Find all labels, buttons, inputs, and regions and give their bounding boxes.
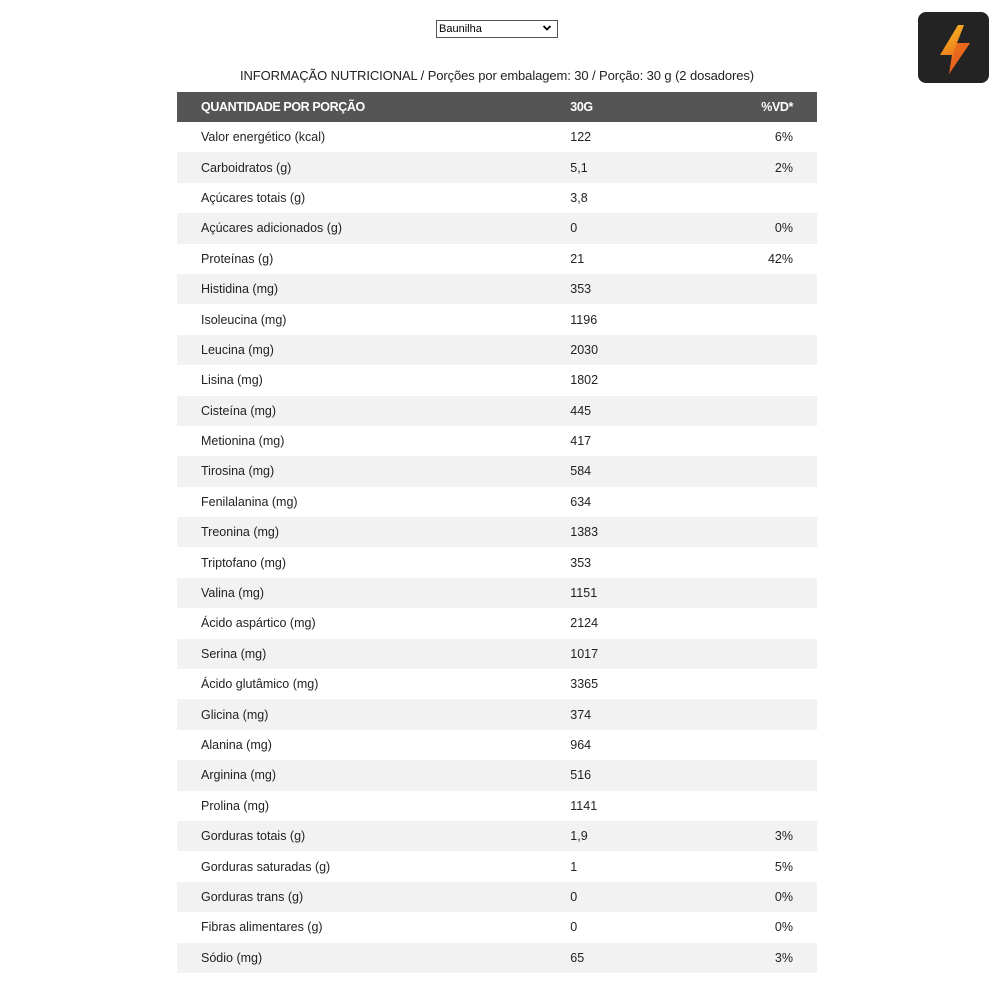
table-row xyxy=(177,608,817,638)
nutrient-vd xyxy=(761,396,817,426)
nutrient-vd xyxy=(761,760,817,790)
flavor-select-value: Baunilha xyxy=(439,23,482,35)
nutrient-amount: 2124 xyxy=(546,608,761,638)
nutrient-vd xyxy=(761,730,817,760)
table-row xyxy=(177,244,817,274)
nutrient-name: Gorduras trans (g) xyxy=(177,882,546,912)
nutrient-vd xyxy=(761,487,817,517)
nutrient-vd xyxy=(761,456,817,486)
table-row xyxy=(177,365,817,395)
nutrient-name: Gorduras saturadas (g) xyxy=(177,851,546,881)
nutrient-vd: 42% xyxy=(761,244,817,274)
nutrient-name: Prolina (mg) xyxy=(177,791,546,821)
nutrient-amount: 3365 xyxy=(546,669,761,699)
nutrient-name: Sódio (mg) xyxy=(177,943,546,973)
nutrient-amount: 0 xyxy=(546,912,761,942)
nutrient-name: Valor energético (kcal) xyxy=(177,122,546,152)
table-row xyxy=(177,851,817,881)
nutrient-vd xyxy=(761,365,817,395)
nutrient-name: Açúcares totais (g) xyxy=(177,183,546,213)
lightning-icon xyxy=(918,12,989,83)
nutrient-amount: 1 xyxy=(546,851,761,881)
table-row xyxy=(177,274,817,304)
nutrient-name: Proteínas (g) xyxy=(177,244,546,274)
table-row xyxy=(177,335,817,365)
nutrient-name: Metionina (mg) xyxy=(177,426,546,456)
table-row xyxy=(177,547,817,577)
nutrient-amount: 1151 xyxy=(546,578,761,608)
table-row xyxy=(177,912,817,942)
nutrient-name: Ácido aspártico (mg) xyxy=(177,608,546,638)
nutrient-amount: 634 xyxy=(546,487,761,517)
flavor-select[interactable] xyxy=(436,20,558,38)
nutrient-amount: 0 xyxy=(546,213,761,243)
table-row xyxy=(177,304,817,334)
table-row xyxy=(177,213,817,243)
nutrient-name: Fibras alimentares (g) xyxy=(177,912,546,942)
nutrient-name: Lisina (mg) xyxy=(177,365,546,395)
nutrient-amount: 1196 xyxy=(546,304,761,334)
nutrient-vd xyxy=(761,608,817,638)
nutrient-amount: 445 xyxy=(546,396,761,426)
nutrient-amount: 1802 xyxy=(546,365,761,395)
nutrient-name: Valina (mg) xyxy=(177,578,546,608)
nutrient-amount: 5,1 xyxy=(546,152,761,182)
nutrient-amount: 584 xyxy=(546,456,761,486)
nutrient-name: Treonina (mg) xyxy=(177,517,546,547)
nutrient-vd xyxy=(761,426,817,456)
table-row xyxy=(177,821,817,851)
table-row xyxy=(177,760,817,790)
nutrient-amount: 65 xyxy=(546,943,761,973)
nutrient-vd: 2% xyxy=(761,152,817,182)
nutrient-amount: 417 xyxy=(546,426,761,456)
nutrient-vd xyxy=(761,639,817,669)
table-row xyxy=(177,517,817,547)
nutrient-name: Fenilalanina (mg) xyxy=(177,487,546,517)
nutrient-vd xyxy=(761,699,817,729)
nutrient-vd: 5% xyxy=(761,851,817,881)
chevron-down-icon xyxy=(542,23,552,33)
nutrient-vd: 0% xyxy=(761,912,817,942)
nutrient-vd xyxy=(761,274,817,304)
nutrient-name: Ácido glutâmico (mg) xyxy=(177,669,546,699)
nutrient-vd: 0% xyxy=(761,213,817,243)
nutrient-name: Histidina (mg) xyxy=(177,274,546,304)
nutrient-amount: 1017 xyxy=(546,639,761,669)
nutrient-amount: 21 xyxy=(546,244,761,274)
nutrient-amount: 353 xyxy=(546,274,761,304)
nutrient-amount: 1141 xyxy=(546,791,761,821)
app-icon[interactable] xyxy=(918,12,989,83)
nutrient-name: Tirosina (mg) xyxy=(177,456,546,486)
nutrient-name: Leucina (mg) xyxy=(177,335,546,365)
table-header-row xyxy=(177,92,817,122)
nutrient-vd xyxy=(761,304,817,334)
nutrient-vd: 0% xyxy=(761,882,817,912)
nutrient-vd xyxy=(761,547,817,577)
nutrient-amount: 1383 xyxy=(546,517,761,547)
nutrient-name: Glicina (mg) xyxy=(177,699,546,729)
nutrient-vd xyxy=(761,517,817,547)
nutrient-vd xyxy=(761,183,817,213)
table-row xyxy=(177,578,817,608)
header-serving: 30G xyxy=(546,92,761,122)
table-row xyxy=(177,639,817,669)
header-quantity: QUANTIDADE POR PORÇÃO xyxy=(177,92,546,122)
table-row xyxy=(177,791,817,821)
nutrient-amount: 353 xyxy=(546,547,761,577)
nutrient-name: Serina (mg) xyxy=(177,639,546,669)
nutrient-vd: 3% xyxy=(761,821,817,851)
nutrient-name: Isoleucina (mg) xyxy=(177,304,546,334)
nutrient-vd xyxy=(761,791,817,821)
table-row xyxy=(177,943,817,973)
table-row xyxy=(177,669,817,699)
nutrient-vd: 3% xyxy=(761,943,817,973)
nutrient-name: Arginina (mg) xyxy=(177,760,546,790)
nutrient-name: Açúcares adicionados (g) xyxy=(177,213,546,243)
table-row xyxy=(177,699,817,729)
nutrient-amount: 1,9 xyxy=(546,821,761,851)
nutrient-name: Cisteína (mg) xyxy=(177,396,546,426)
nutrient-name: Alanina (mg) xyxy=(177,730,546,760)
table-row xyxy=(177,122,817,152)
nutrient-name: Gorduras totais (g) xyxy=(177,821,546,851)
table-row xyxy=(177,396,817,426)
table-row xyxy=(177,152,817,182)
table-row xyxy=(177,426,817,456)
nutrient-vd: 6% xyxy=(761,122,817,152)
table-row xyxy=(177,183,817,213)
header-vd: %VD* xyxy=(761,92,817,122)
nutrient-vd xyxy=(761,669,817,699)
table-row xyxy=(177,730,817,760)
nutrient-amount: 122 xyxy=(546,122,761,152)
nutrient-vd xyxy=(761,578,817,608)
nutrition-table xyxy=(177,92,817,973)
nutrient-amount: 964 xyxy=(546,730,761,760)
table-row xyxy=(177,882,817,912)
nutrient-amount: 0 xyxy=(546,882,761,912)
nutrient-amount: 516 xyxy=(546,760,761,790)
nutrient-amount: 374 xyxy=(546,699,761,729)
table-row xyxy=(177,487,817,517)
nutrition-caption: INFORMAÇÃO NUTRICIONAL / Porções por embalagem: 30 / Porção: 30 g (2 dosadores) xyxy=(240,68,754,83)
table-row xyxy=(177,456,817,486)
nutrient-vd xyxy=(761,335,817,365)
nutrient-name: Triptofano (mg) xyxy=(177,547,546,577)
nutrient-name: Carboidratos (g) xyxy=(177,152,546,182)
nutrient-amount: 2030 xyxy=(546,335,761,365)
nutrient-amount: 3,8 xyxy=(546,183,761,213)
